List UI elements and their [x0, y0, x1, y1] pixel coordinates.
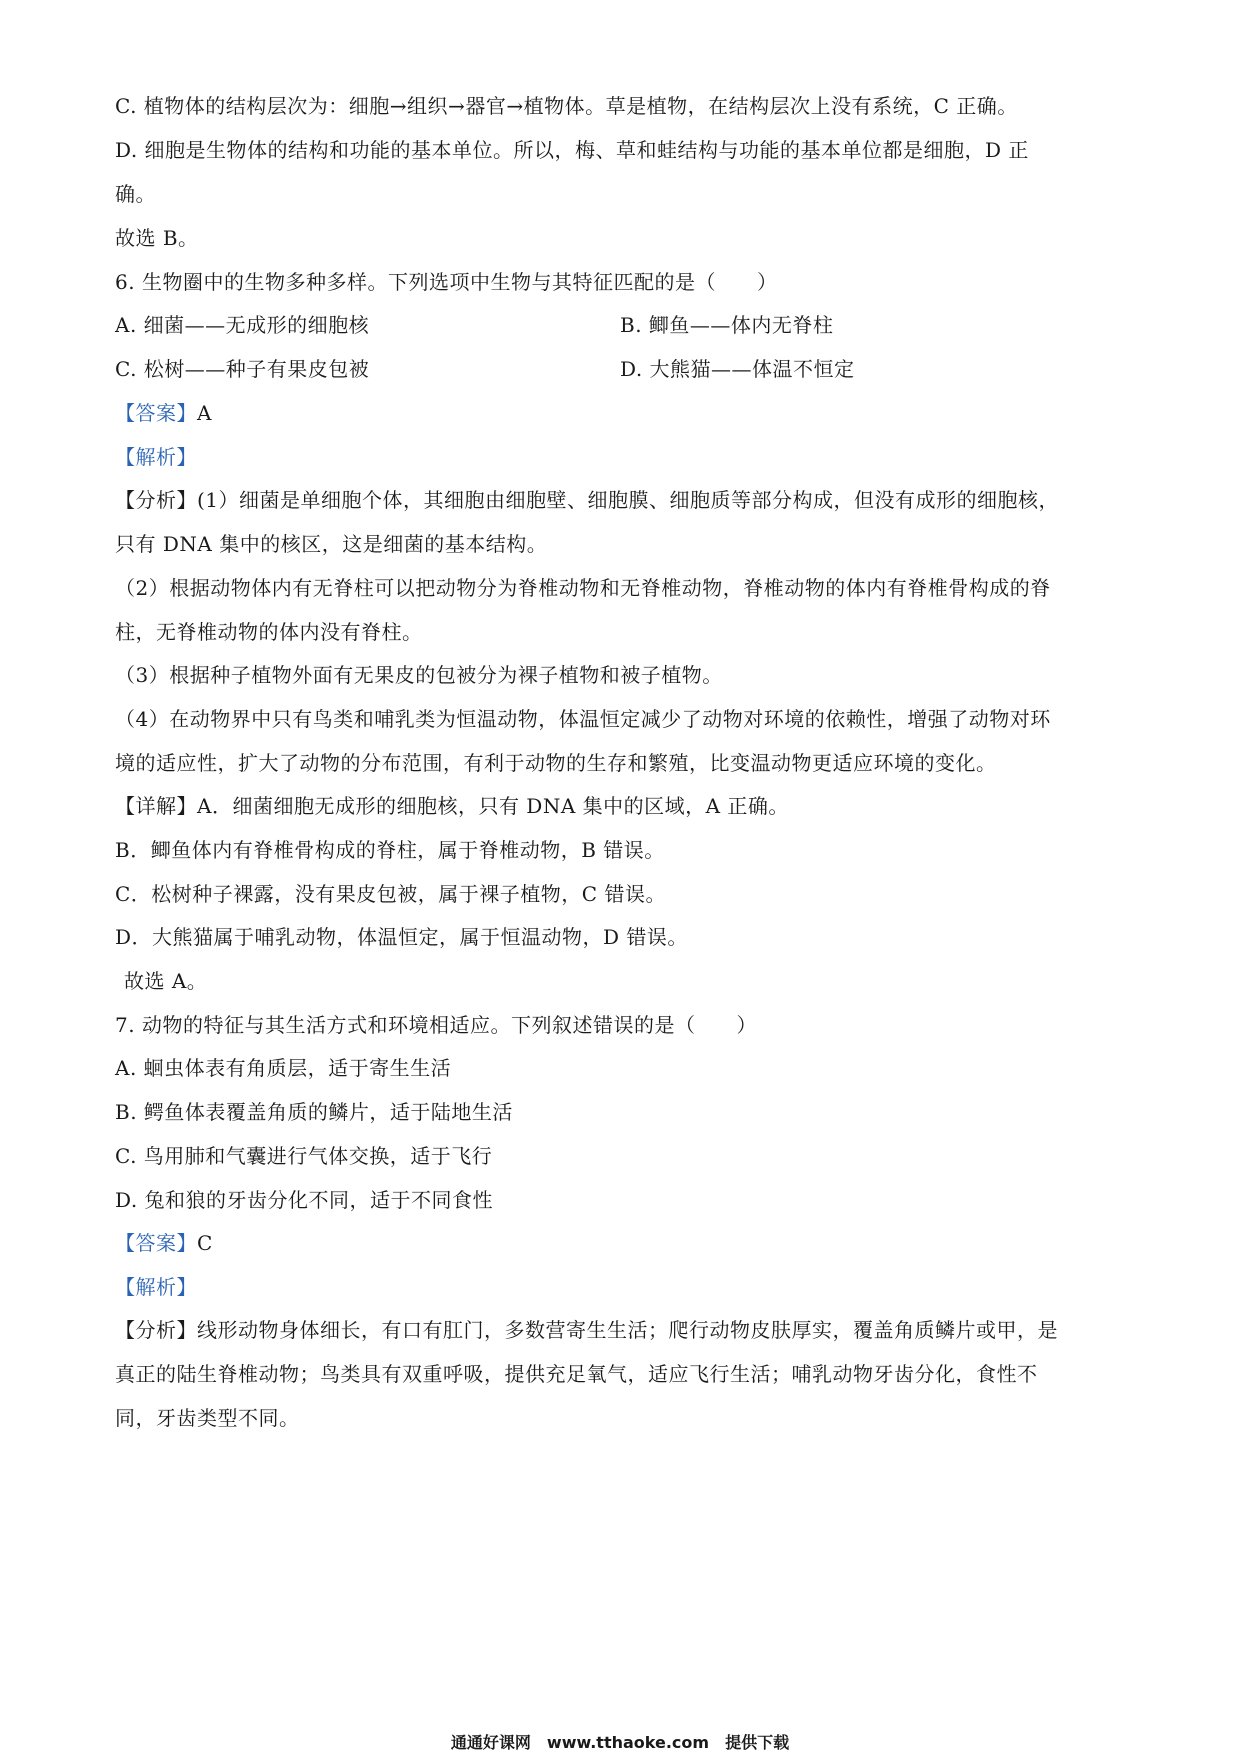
q6-option-a: A. 细菌——无成形的细胞核 — [115, 313, 370, 337]
fenxi-text: 线形动物身体细长，有口有肛门，多数营寄生生活；爬行动物皮肤厚实，覆盖角质鳞片或甲，是 — [197, 1318, 1058, 1342]
q6-xiangjie-b: B．鲫鱼体内有脊椎骨构成的脊柱，属于脊椎动物，B 错误。 — [115, 838, 665, 862]
text-line-5c: C. 植物体的结构层次为：细胞→组织→器官→植物体。草是植物，在结构层次上没有系统，C 正确。 — [115, 94, 1018, 118]
q7-option-c: C. 鸟用肺和气囊进行气体交换，适于飞行 — [115, 1144, 493, 1168]
conclusion-5: 故选 B。 — [115, 226, 199, 250]
q6-fenxi-1b: 只有 DNA 集中的核区，这是细菌的基本结构。 — [115, 532, 548, 556]
q6-option-c: C. 松树——种子有果皮包被 — [115, 357, 370, 381]
answer-value: C — [197, 1231, 213, 1255]
answer-tag: 【答案】 — [115, 401, 197, 425]
q6-jiexi — [115, 443, 197, 471]
question-7: 7. 动物的特征与其生活方式和环境相适应。下列叙述错误的是（ ） — [115, 1013, 757, 1037]
fenxi-tag: 【分析】 — [115, 488, 197, 512]
q6-fenxi-1a — [115, 486, 1059, 514]
xiangjie-tag: 【详解】 — [115, 794, 197, 818]
fenxi-tag: 【分析】 — [115, 1318, 197, 1342]
q7-option-a: A. 蛔虫体表有角质层，适于寄生生活 — [115, 1056, 452, 1080]
xiangjie-text: A．细菌细胞无成形的细胞核，只有 DNA 集中的区域，A 正确。 — [197, 794, 789, 818]
q6-fenxi-4a: （4）在动物界中只有鸟类和哺乳类为恒温动物，体温恒定减少了动物对环境的依赖性，增强了动物对环 — [115, 707, 1051, 731]
q7-fenxi-b: 真正的陆生脊椎动物；鸟类具有双重呼吸，提供充足氧气，适应飞行生活；哺乳动物牙齿分化，食性不 — [115, 1362, 1038, 1386]
jiexi-tag: 【解析】 — [115, 1275, 197, 1299]
jiexi-tag: 【解析】 — [115, 445, 197, 469]
question-6: 6. 生物圈中的生物多种多样。下列选项中生物与其特征匹配的是（ ） — [115, 270, 778, 294]
q7-jiexi — [115, 1273, 197, 1301]
q7-fenxi-c: 同，牙齿类型不同。 — [115, 1406, 300, 1430]
q6-fenxi-4b: 境的适应性，扩大了动物的分布范围，有利于动物的生存和繁殖，比变温动物更适应环境的变化。 — [115, 751, 997, 775]
q7-option-d: D. 兔和狼的牙齿分化不同，适于不同食性 — [115, 1188, 494, 1212]
q7-answer — [115, 1229, 213, 1257]
q7-option-b: B. 鳄鱼体表覆盖角质的鳞片，适于陆地生活 — [115, 1100, 513, 1124]
q6-option-b: B. 鲫鱼——体内无脊柱 — [620, 313, 834, 337]
q6-fenxi-2b: 柱，无脊椎动物的体内没有脊柱。 — [115, 620, 423, 644]
answer-value: A — [197, 401, 212, 425]
q6-fenxi-2a: （2）根据动物体内有无脊柱可以把动物分为脊椎动物和无脊椎动物，脊椎动物的体内有脊椎骨构成的脊 — [115, 576, 1051, 600]
answer-tag: 【答案】 — [115, 1231, 197, 1255]
q6-xiangjie-d: D．大熊猫属于哺乳动物，体温恒定，属于恒温动物，D 错误。 — [115, 925, 688, 949]
page-footer: 通通好课网 www.tthaoke.com 提供下载 — [450, 1733, 790, 1752]
q6-answer — [115, 399, 212, 427]
text-line-5d-cont: 确。 — [115, 182, 156, 206]
q7-fenxi-a — [115, 1316, 1058, 1344]
fenxi-text: (1）细菌是单细胞个体，其细胞由细胞壁、细胞膜、细胞质等部分构成，但没有成形的细胞核， — [197, 488, 1060, 512]
q6-xiangjie-c: C．松树种子裸露，没有果皮包被，属于裸子植物，C 错误。 — [115, 882, 666, 906]
q6-xiangjie-a — [115, 792, 789, 820]
q6-conclusion: 故选 A。 — [124, 969, 208, 993]
q6-option-d: D. 大熊猫——体温不恒定 — [620, 357, 855, 381]
text-line-5d: D. 细胞是生物体的结构和功能的基本单位。所以，梅、草和蛙结构与功能的基本单位都是细胞，D 正 — [115, 138, 1029, 162]
q6-fenxi-3: （3）根据种子植物外面有无果皮的包被分为裸子植物和被子植物。 — [115, 663, 723, 687]
